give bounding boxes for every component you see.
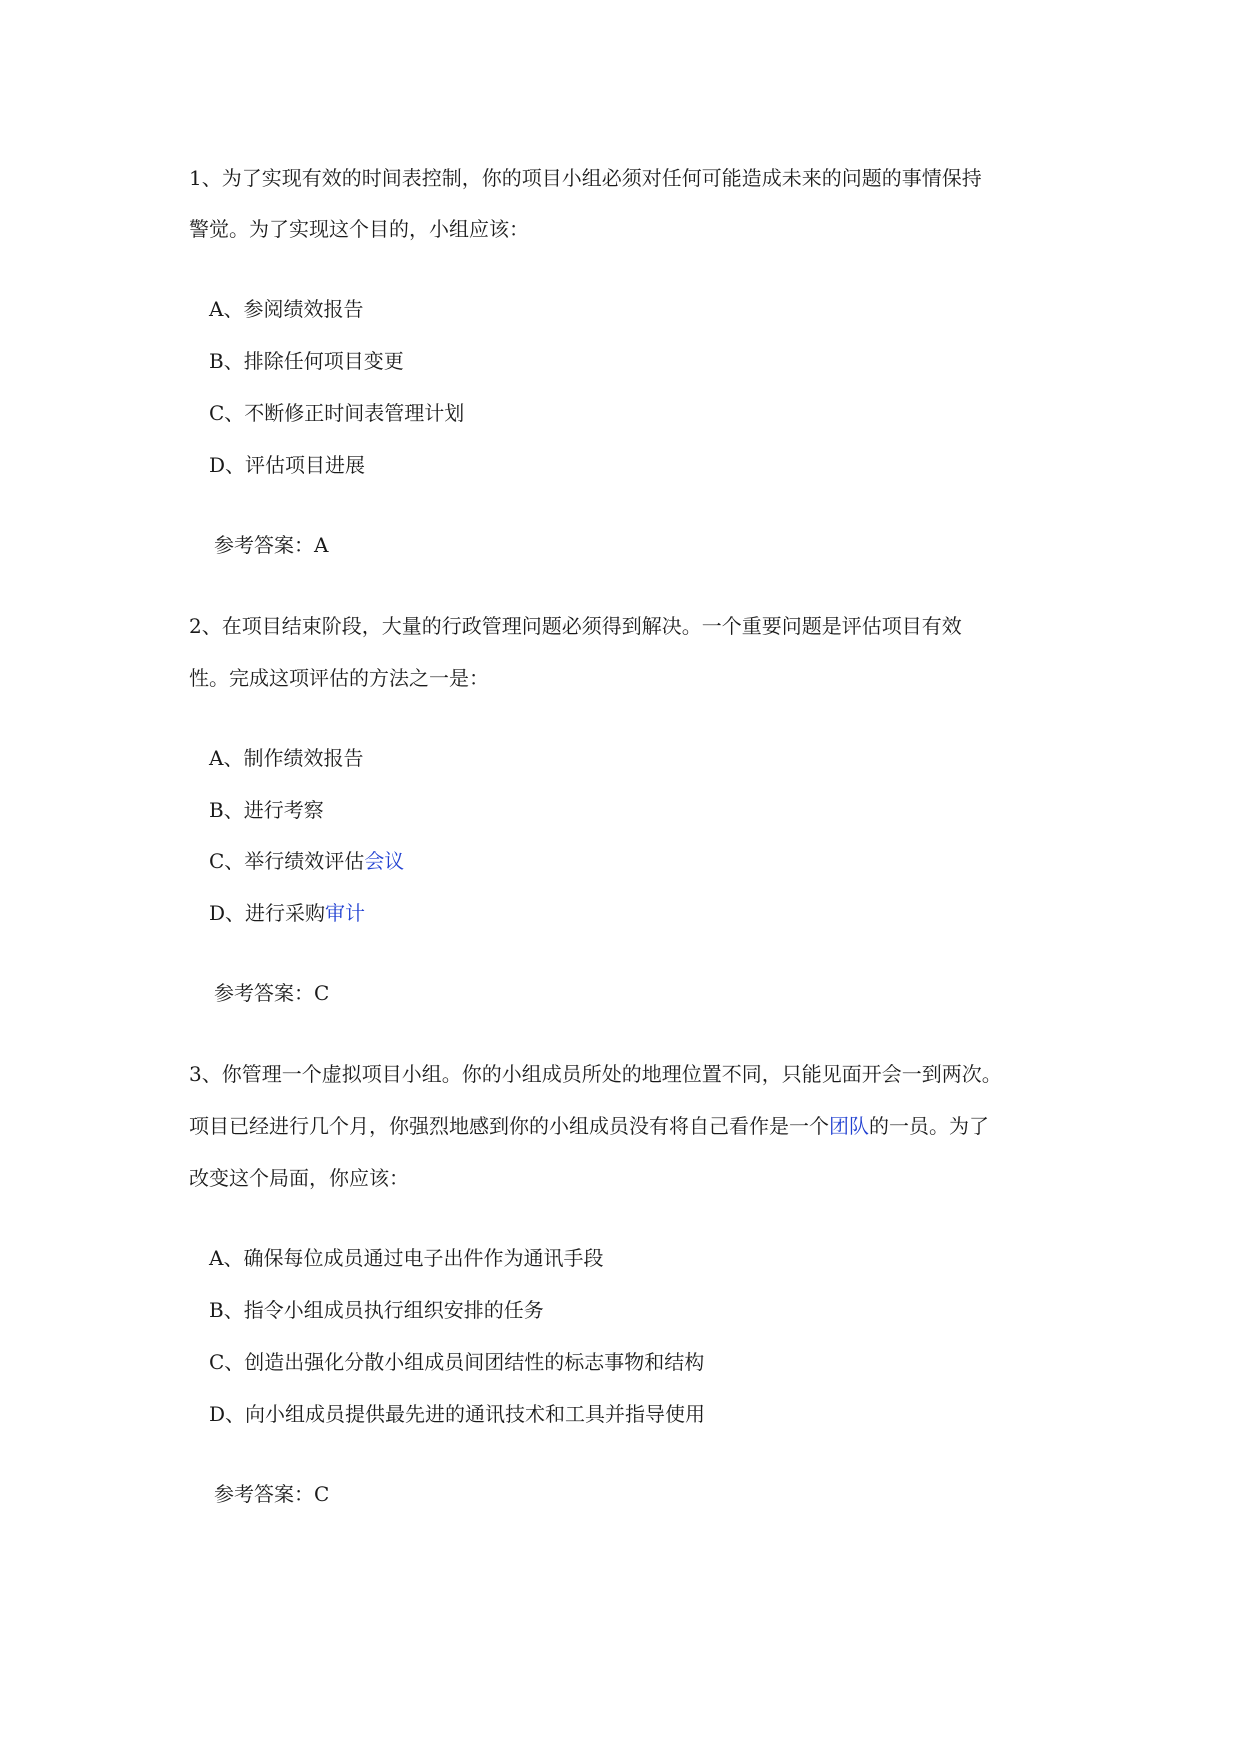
question-3-answer: 参考答案：C (214, 1482, 330, 1506)
question-3-line-3: 改变这个局面，你应该： (189, 1166, 409, 1190)
question-3-option-b: B、指令小组成员执行组织安排的任务 (209, 1298, 544, 1322)
question-3-line-2-after: 的一员。为了 (869, 1114, 989, 1138)
question-2-option-c-text: C、举行绩效评估 (209, 849, 365, 873)
meeting-link[interactable]: 会议 (364, 849, 405, 873)
team-link[interactable]: 团队 (829, 1114, 869, 1138)
question-1-option-d: D、评估项目进展 (209, 453, 366, 477)
question-2-answer: 参考答案：C (214, 981, 330, 1005)
question-2-line-1: 2、在项目结束阶段，大量的行政管理问题必须得到解决。一个重要问题是评估项目有效 (189, 614, 962, 638)
question-1-option-a: A、参阅绩效报告 (209, 297, 364, 321)
question-2-option-c (209, 851, 404, 871)
question-1-line-1: 1、为了实现有效的时间表控制，你的项目小组必须对任何可能造成未来的问题的事情保持 (189, 166, 982, 190)
question-3-option-a: A、确保每位成员通过电子出件作为通讯手段 (209, 1246, 604, 1270)
question-3-line-2-before: 项目已经进行几个月，你强烈地感到你的小组成员没有将自己看作是一个 (189, 1114, 829, 1138)
question-1-line-2: 警觉。为了实现这个目的，小组应该： (189, 217, 529, 241)
question-3-line-1: 3、你管理一个虚拟项目小组。你的小组成员所处的地理位置不同，只能见面开会一到两次。 (189, 1062, 1002, 1086)
question-2-option-b: B、进行考察 (209, 798, 324, 822)
question-3-option-d: D、向小组成员提供最先进的通讯技术和工具并指导使用 (209, 1402, 706, 1426)
question-2-option-d (209, 903, 365, 923)
question-1-option-b: B、排除任何项目变更 (209, 349, 404, 373)
question-2-line-2: 性。完成这项评估的方法之一是： (189, 666, 489, 690)
question-3-option-c: C、创造出强化分散小组成员间团结性的标志事物和结构 (209, 1350, 705, 1374)
audit-link[interactable]: 审计 (325, 901, 366, 925)
question-2-option-a: A、制作绩效报告 (209, 746, 364, 770)
question-1-option-c: C、不断修正时间表管理计划 (209, 401, 465, 425)
question-3-line-2 (189, 1116, 989, 1136)
question-1-answer: 参考答案：A (214, 533, 329, 557)
question-2-option-d-text: D、进行采购 (209, 901, 326, 925)
